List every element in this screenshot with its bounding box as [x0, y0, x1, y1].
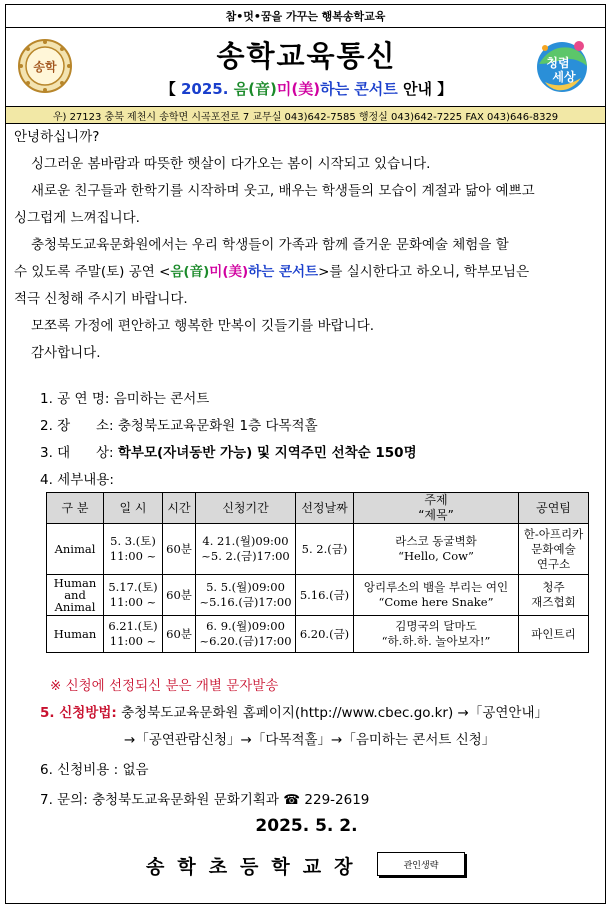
- item-apply-method: [40, 701, 548, 721]
- item-audience-value: 학부모(자녀동반 가능) 및 지역주민 선착순 150명: [117, 445, 417, 461]
- event-line2-pre: 수 있도록 주말(토) 공연 <: [14, 264, 171, 280]
- integrity-world-logo-icon: [531, 34, 593, 96]
- table-row: [47, 524, 589, 575]
- table-header-row: [47, 493, 589, 524]
- school-address-bar: 우) 27123 충북 제천시 송학면 시곡포전로 7 교무실 043)642-7585 행정실 043)642-7225 FAX 043)646-8329: [5, 106, 606, 124]
- cell-selection-date: 6.20.(금): [296, 616, 354, 653]
- table-row: [47, 616, 589, 653]
- table-row: [47, 575, 589, 616]
- event-line2-concert: 하는 콘서트: [248, 264, 319, 280]
- cell-category: Animal: [47, 524, 104, 575]
- paragraph-students-line1: 새로운 친구들과 한학기를 시작하며 웃고, 배우는 학생들의 모습이 계절과 닮아 예쁘고: [31, 183, 535, 199]
- subtitle-notice: 안내: [403, 80, 432, 98]
- subtitle-concert: 하는 콘서트: [320, 80, 398, 98]
- inquiry-phone: 229-2619: [304, 792, 370, 808]
- item-performance-label: 1. 공 연 명:: [40, 391, 110, 407]
- logo-text-bottom: 세상: [552, 70, 576, 84]
- cell-duration: 60분: [163, 524, 196, 575]
- cell-date: 5. 3.(토) 11:00 ~: [104, 524, 163, 575]
- item-cost: 6. 신청비용 : 없음: [40, 762, 149, 778]
- event-schedule-table: [46, 492, 589, 653]
- logo-text-top: 청렴: [546, 56, 570, 70]
- cell-application-period: 6. 9.(월)09:00 ~6.20.(금)17:00: [196, 616, 296, 653]
- header-category: 구 분: [47, 493, 104, 524]
- cell-category: Human: [47, 616, 104, 653]
- subtitle-eum: 음(音): [233, 80, 277, 98]
- newsletter-page: [5, 4, 606, 904]
- item-performance-name: [40, 387, 209, 407]
- cell-selection-date: 5.16.(금): [296, 575, 354, 616]
- selection-notice: ※ 신청에 선정되신 분은 개별 문자발송: [50, 678, 279, 694]
- cell-performer: 한-아프리카 문화예술 연구소: [519, 524, 589, 575]
- cell-application-period: 5. 5.(월)09:00 ~5.16.(금)17:00: [196, 575, 296, 616]
- apply-method-line2: →「공연관람신청」→「다목적홀」→「음미하는 콘서트 신청」: [124, 732, 496, 748]
- item-inquiry: [40, 788, 369, 808]
- principal-signature: 송학초등학교장: [146, 856, 366, 878]
- item-venue-label: 2. 장 소:: [40, 418, 114, 434]
- phone-icon: ☎: [283, 792, 301, 808]
- issue-date: 2025. 5. 2.: [255, 816, 358, 836]
- paragraph-event-line1: 충청북도교육문화원에서는 우리 학생들이 가족과 함께 즐거운 문화예술 체험을 할: [31, 237, 509, 253]
- cell-duration: 60분: [163, 575, 196, 616]
- event-line2-eum: 음(音): [170, 264, 210, 280]
- cell-date: 6.21.(토) 11:00 ~: [104, 616, 163, 653]
- paragraph-students-line2: 싱그럽게 느껴집니다.: [14, 210, 140, 226]
- official-seal-omitted-box: 관인생략: [377, 852, 465, 876]
- cell-duration: 60분: [163, 616, 196, 653]
- newsletter-body: [5, 124, 606, 904]
- inquiry-label: 7. 문의: 충청북도교육문화원 문화기획과: [40, 792, 279, 808]
- item-venue-value: 충청북도교육문화원 1층 다목적홀: [117, 418, 318, 434]
- cell-theme: 앙리루소의 뱀을 부리는 여인 “Come here Snake”: [354, 575, 519, 616]
- header-selection-date: 선정날짜: [296, 493, 354, 524]
- cell-theme: 라스코 동굴벽화 “Hello, Cow”: [354, 524, 519, 575]
- header-date: 일 시: [104, 493, 163, 524]
- item-details-label: 4. 세부내용:: [40, 472, 114, 488]
- seal-text: 송학: [33, 60, 57, 74]
- apply-method-line1: 충청북도교육문화원 홈페이지(http://www.cbec.go.kr) →「공연안내」: [121, 705, 549, 721]
- paragraph-wishes: 모쪼록 가정에 편안하고 행복한 만복이 깃들기를 바랍니다.: [31, 318, 375, 334]
- header-application-period: 신청기간: [196, 493, 296, 524]
- cell-category: Human and Animal: [47, 575, 104, 616]
- cell-performer: 파인트리: [519, 616, 589, 653]
- paragraph-spring: 싱그러운 봄바람과 따뜻한 햇살이 다가오는 봄이 시작되고 있습니다.: [31, 156, 431, 172]
- item-performance-value: 음미하는 콘서트: [113, 391, 210, 407]
- subtitle-mi: 미(美): [276, 80, 321, 98]
- cell-selection-date: 5. 2.(금): [296, 524, 354, 575]
- header-performer: 공연팀: [519, 493, 589, 524]
- paragraph-event-line2: [14, 259, 529, 286]
- subtitle-close-bracket: 】: [437, 80, 453, 98]
- cell-application-period: 4. 21.(월)09:00 ~5. 2.(금)17:00: [196, 524, 296, 575]
- newsletter-title: 송학교육통신: [216, 39, 397, 73]
- subtitle-year: 2025.: [181, 80, 229, 98]
- cell-performer: 청주 재즈협회: [519, 575, 589, 616]
- header: [5, 28, 606, 106]
- greeting-line: 안녕하십니까?: [14, 129, 100, 145]
- cell-date: 5.17.(토) 11:00 ~: [104, 575, 163, 616]
- header-duration: 시간: [163, 493, 196, 524]
- subtitle-open-bracket: 【: [160, 80, 176, 98]
- event-line2-mi: 미(美): [209, 264, 249, 280]
- item-audience: [40, 441, 417, 461]
- cell-theme: 김명국의 달마도 “하.하.하. 놀아보자!”: [354, 616, 519, 653]
- newsletter-subtitle: [6, 78, 607, 99]
- header-theme: 주제 “제목”: [354, 493, 519, 524]
- event-line2-post: >를 실시한다고 하오니, 학부모님은: [318, 264, 530, 280]
- item-venue: [40, 414, 318, 434]
- paragraph-event-line3: 적극 신청해 주시기 바랍니다.: [14, 291, 188, 307]
- slogan-bar: 참•멋•꿈을 가꾸는 행복송학교육: [5, 4, 606, 28]
- item-audience-label: 3. 대 상:: [40, 445, 114, 461]
- paragraph-thanks: 감사합니다.: [31, 345, 101, 361]
- apply-method-label: 5. 신청방법:: [40, 705, 117, 721]
